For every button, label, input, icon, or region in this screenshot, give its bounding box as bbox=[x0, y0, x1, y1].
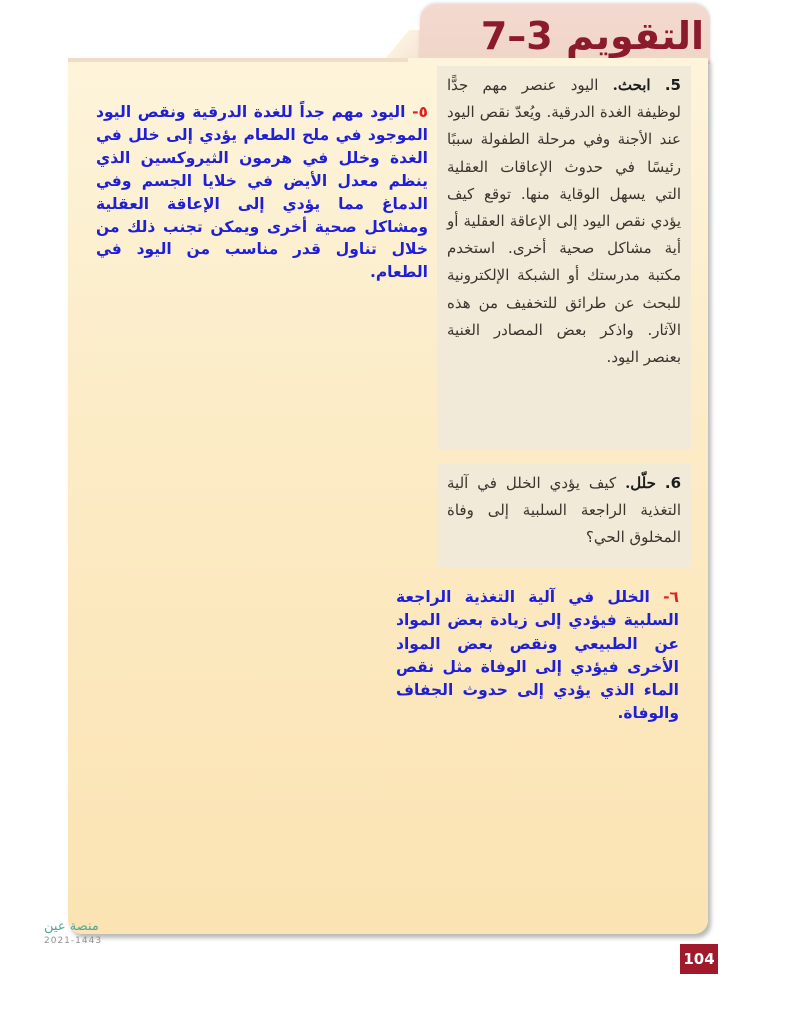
question-6 bbox=[437, 464, 691, 552]
platform-logo bbox=[44, 919, 139, 951]
logo-text: منصة عين bbox=[44, 919, 99, 934]
question-5 bbox=[437, 66, 691, 371]
question-5-box bbox=[437, 66, 691, 450]
question-6-number: 6. bbox=[664, 474, 681, 492]
question-6-text: كيف يؤدي الخلل في آلية التغذية الراجعة السلبية إلى وفاة المخلوق الحي؟ bbox=[447, 474, 681, 547]
question-5-number: 5. bbox=[664, 76, 681, 94]
page-number: 104 bbox=[680, 944, 718, 974]
answer-6-number: ٦- bbox=[663, 588, 679, 606]
question-6-box bbox=[437, 464, 691, 568]
section-title: التقويم 3–7 bbox=[480, 14, 704, 58]
question-5-verb: ابحث. bbox=[612, 76, 651, 94]
answer-5-number: ٥- bbox=[412, 103, 428, 121]
panel-divider bbox=[68, 58, 408, 62]
logo-year: 2021-1443 bbox=[44, 936, 103, 946]
answer-5 bbox=[96, 101, 428, 284]
answer-5-text: اليود مهم جداً للغدة الدرقية ونقص اليود الموجود في ملح الطعام يؤدي إلى خلل في الغدة وخلل في هرمون الثيروكسين الذي ينظم معدل الأيض في خلايا الجسم وفي الدماغ مما يؤدي إلى الإعاقة العقلية ومشاكل صحية أخرى ويمكن تجنب ذلك من خلال تناول قدر مناسب من اليود في الطعام. bbox=[96, 103, 428, 282]
question-6-verb: حلّل. bbox=[625, 474, 656, 492]
answer-6 bbox=[396, 586, 679, 726]
question-5-text: اليود عنصر مهم جدًّا لوظيفة الغدة الدرقية. ويُعدّ نقص اليود عند الأجنة وفي مرحلة الطفولة سببًا رئيسًا في حدوث الإعاقات العقلية التي يسهل الوقاية منها. توقع كيف يؤدي نقص اليود إلى الإعاقة العقلية أو أية مشاكل صحية أخرى. استخدم مكتبة مدرستك أو الشبكة الإلكترونية للبحث عن طرائق للتخفيف من هذه الآثار. واذكر بعض المصادر الغنية بعنصر اليود. bbox=[447, 76, 681, 367]
answer-6-text: الخلل في آلية التغذية الراجعة السلبية فيؤدي إلى زيادة بعض المواد عن الطبيعي ونقص بعض المواد الأخرى فيؤدي إلى الوفاة مثل نقص الماء الذي يؤدي إلى حدوث الجفاف والوفاة. bbox=[396, 588, 679, 723]
